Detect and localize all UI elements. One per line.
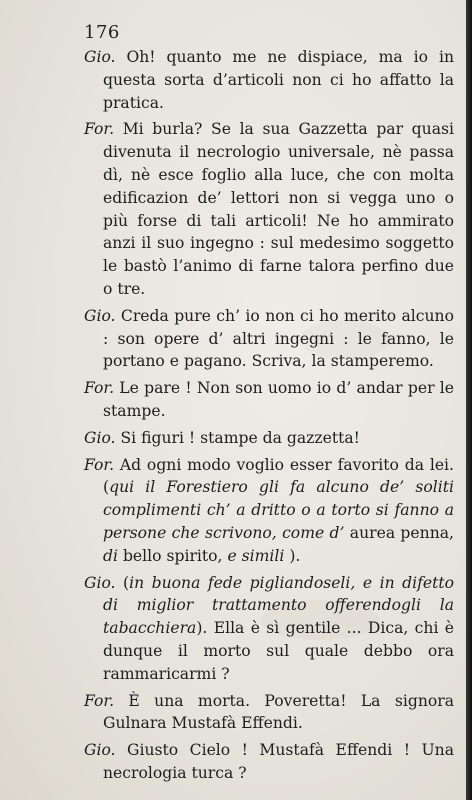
spoken-text: Si figuri ! stampe da gazzetta!	[115, 428, 360, 447]
spoken-text: Mi burla? Se la sua Gazzetta par quasi divenuta il necrologio universale, nè passa dì, nè esce foglio alla luce, che con molta edificazion de’ lettori non si vegga uno o più forse di tali articoli! Ne ho ammirato anzi il suo ingegno : sul medesimo soggetto le bastò l’animo di farne talora perfino due o tre.	[103, 120, 454, 298]
dialogue-line	[84, 572, 454, 686]
speaker-name: Gio.	[84, 306, 116, 325]
speaker-name: For.	[84, 455, 115, 474]
dialogue-line	[84, 739, 454, 785]
spoken-text: (	[115, 573, 130, 592]
dialogue-line	[84, 118, 454, 300]
stage-direction: di	[103, 546, 118, 565]
spoken-text: Le pare ! Non son uomo io d’ andar per le stampe.	[103, 379, 454, 420]
page-number: 176	[84, 22, 120, 43]
spoken-text: Ad ogni modo voglio esser favorito da lei. (	[103, 455, 454, 497]
speaker-name: Gio.	[84, 48, 116, 66]
spoken-text: ). Ella è sì gentile ... Dica, chi è dunque il morto sul quale debbo ora rammaricarmi ?	[103, 619, 454, 683]
speaker-name: Gio.	[84, 741, 116, 760]
dialogue-line	[84, 427, 454, 450]
dialogue-line	[84, 46, 454, 114]
spoken-text: ).	[284, 546, 301, 565]
speaker-name: For.	[84, 379, 115, 398]
speaker-name: For.	[84, 120, 115, 139]
dialogue-line	[84, 690, 454, 736]
spoken-text: Creda pure ch’ io non ci ho merito alcuno : son opere d’ altri ingegni : le fanno, le portano e pagano. Scriva, la stamperemo.	[103, 306, 454, 371]
spoken-text: bello spirito,	[117, 546, 228, 565]
stage-direction: qui il Forestiero gli fa alcuno de’ soliti complimenti ch’ a dritto o a torto si fanno a persone che scrivono, come d’	[103, 478, 454, 542]
dialogue-text	[84, 46, 454, 789]
spoken-text: È una morta. Poveretta! La signora Gulnara Mustafà Effendi.	[103, 691, 454, 733]
dialogue-line	[84, 454, 454, 568]
stage-direction: in buona fede pigliandoseli, e in difetto di miglior trattamento offerendogli la tabacchiera	[103, 573, 454, 638]
speaker-name: For.	[84, 691, 115, 710]
book-spine-edge	[466, 0, 472, 800]
spoken-text: Giusto Cielo ! Mustafà Effendi ! Una necrologia turca ?	[103, 741, 454, 782]
dialogue-line	[84, 377, 454, 423]
spoken-text: aurea penna,	[344, 523, 454, 542]
stage-direction: e simili	[227, 546, 285, 565]
dialogue-line	[84, 305, 454, 373]
speaker-name: Gio.	[84, 428, 116, 447]
speaker-name: Gio.	[84, 573, 116, 592]
spoken-text: Oh! quanto me ne dispiace, ma io in questa sorta d’articoli non ci ho affatto la pratica.	[103, 48, 454, 112]
